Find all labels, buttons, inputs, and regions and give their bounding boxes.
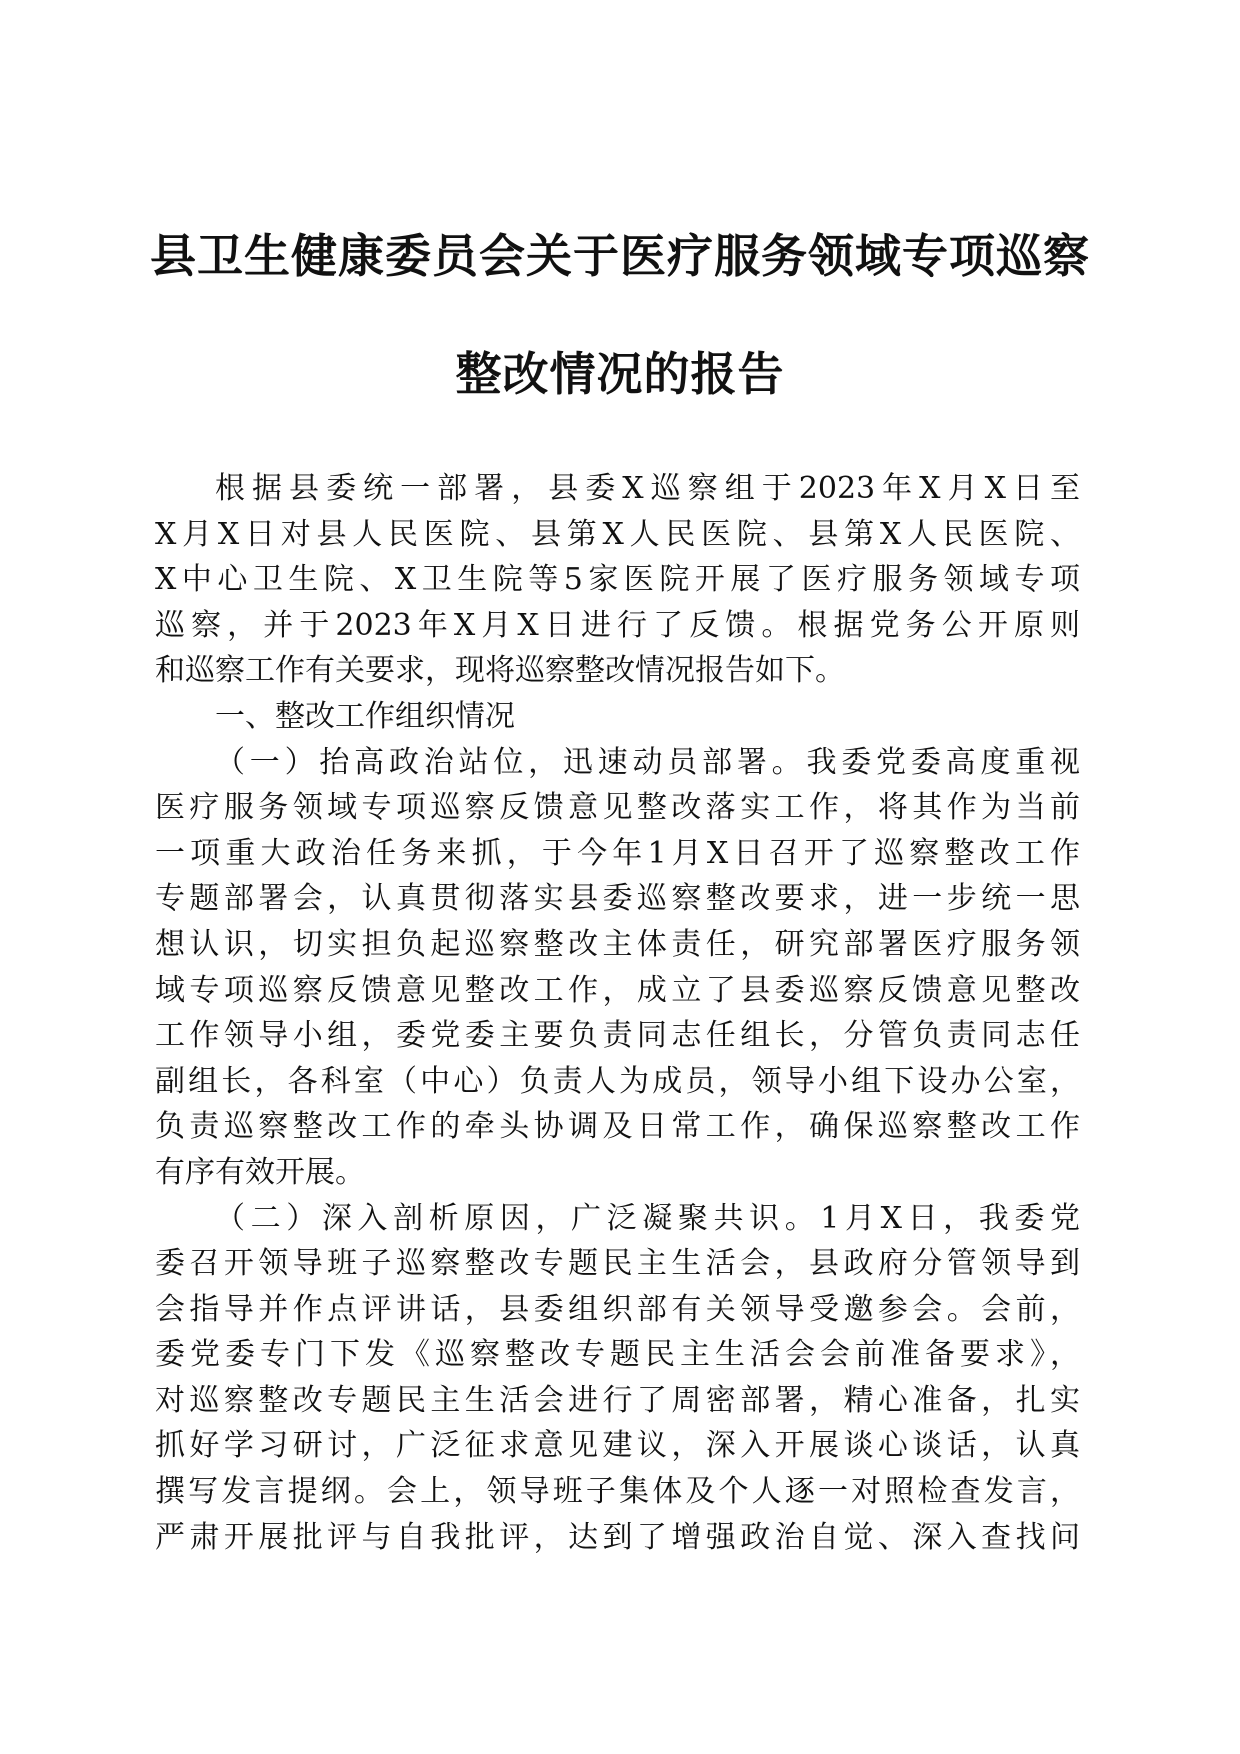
paragraph-line: 工作领导小组，委党委主要负责同志任组长，分管负责同志任 [155,1018,1080,1054]
paragraph-line: 负责巡察整改工作的牵头协调及日常工作，确保巡察整改工作 [155,1109,1080,1145]
paragraph-line: 想认识，切实担负起巡察整改主体责任，研究部署医疗服务领 [155,926,1080,962]
paragraph-line: 抓好学习研讨，广泛征求意见建议，深入开展谈心谈话，认真 [155,1428,1080,1464]
paragraph-line: （一）抬高政治站位，迅速动员部署。我委党委高度重视 [215,744,1080,780]
paragraph-line: 巡察，并于2023年X月X日进行了反馈。根据党务公开原则 [155,607,1080,643]
document-title-line-2: 整改情况的报告 [455,347,785,401]
paragraph-line: X月X日对县人民医院、县第X人民医院、县第X人民医院、 [155,516,1080,552]
paragraph-line: 严肃开展批评与自我批评，达到了增强政治自觉、深入查找问 [155,1519,1080,1555]
paragraph-line: 和巡察工作有关要求，现将巡察整改情况报告如下。 [155,653,845,689]
paragraph-line: 专题部署会，认真贯彻落实县委巡察整改要求，进一步统一思 [155,881,1080,917]
paragraph-line: 根据县委统一部署，县委X巡察组于2023年X月X日至 [215,471,1080,506]
paragraph-line: X中心卫生院、X卫生院等5家医院开展了医疗服务领域专项 [155,562,1080,598]
paragraph-line: 域专项巡察反馈意见整改工作，成立了县委巡察反馈意见整改 [155,972,1080,1008]
paragraph-line: 会指导并作点评讲话，县委组织部有关领导受邀参会。会前， [155,1291,1080,1327]
paragraph-line: （二）深入剖析原因，广泛凝聚共识。1月X日，我委党 [215,1200,1080,1236]
paragraph-line: 委党委专门下发《巡察整改专题民主生活会会前准备要求》， [155,1337,1080,1373]
paragraph-line: 医疗服务领域专项巡察反馈意见整改落实工作，将其作为当前 [155,790,1080,826]
paragraph-line: 副组长，各科室（中心）负责人为成员，领导小组下设办公室， [155,1063,1080,1099]
document-title-line-1: 县卫生健康委员会关于医疗服务领域专项巡察 [150,229,1090,283]
paragraph-line: 有序有效开展。 [155,1154,365,1190]
section-heading: 一、整改工作组织情况 [215,698,515,734]
paragraph-line: 委召开领导班子巡察整改专题民主生活会，县政府分管领导到 [155,1246,1080,1282]
paragraph-line: 一项重大政治任务来抓，于今年1月X日召开了巡察整改工作 [155,835,1080,871]
document-body [155,466,1080,1560]
paragraph-line: 撰写发言提纲。会上，领导班子集体及个人逐一对照检查发言， [155,1474,1080,1510]
paragraph-line: 对巡察整改专题民主生活会进行了周密部署，精心准备，扎实 [155,1382,1080,1418]
